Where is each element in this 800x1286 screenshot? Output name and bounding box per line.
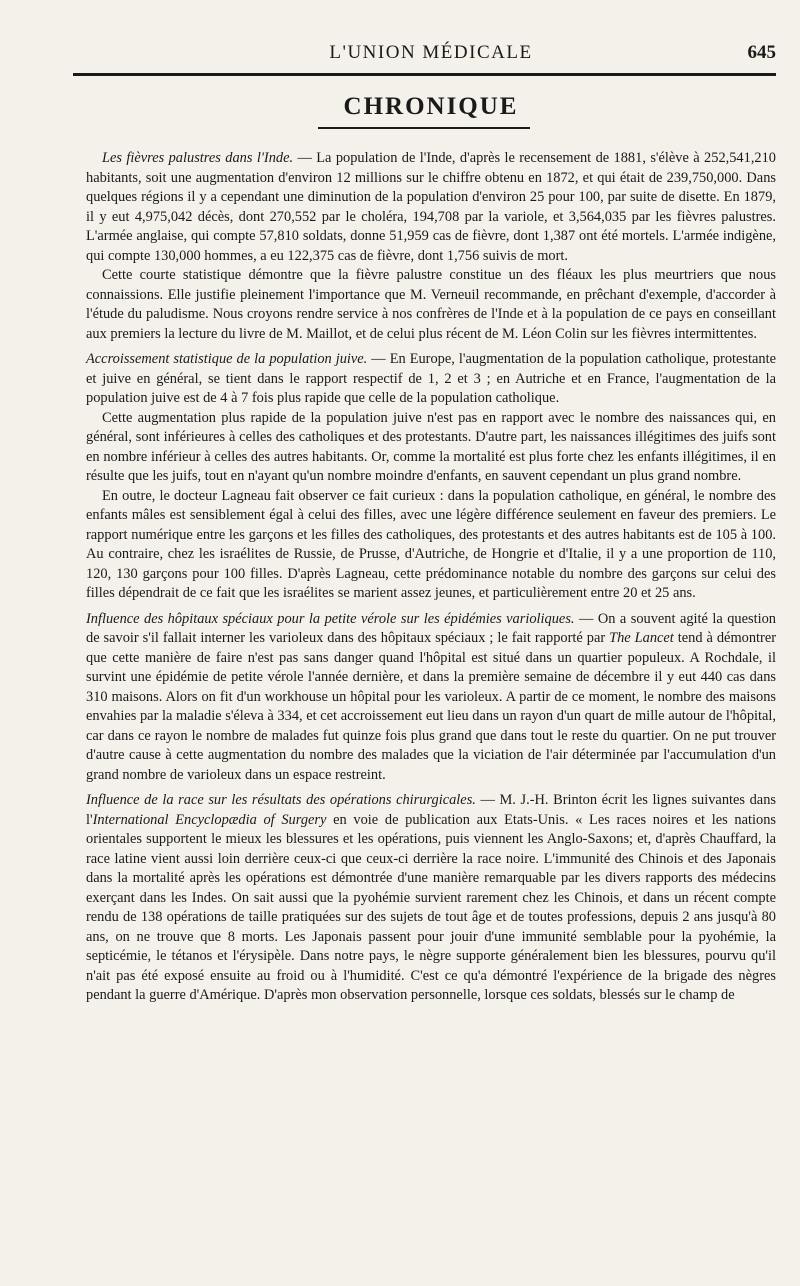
header-rule <box>73 73 776 76</box>
article-lead: Influence de la race sur les résultats des opérations chirurgicales. <box>86 792 476 808</box>
paragraph-text: en voie de publication aux Etats-Unis. « Les races noires et les nations orientales supportent le mieux les blessures et les opérations, puis viennent les Anglo-Saxons; et, d'après Chauffard, la race latine vient aussi loin derrière ceux-ci que ceux-ci derrière la race noire. L'immunité des Chinois et des Japonais dans la mortalité après les opérations est démontrée d'une manière remarquable par les divers rapports des médecins exerçant dans les Indes. On sait aussi que la pyohémie survient rarement chez les Chinois, et dans un récent compte rendu de 138 opérations de taille pratiquées sur des sujets de tout âge et de toutes professions, depuis 2 ans jusqu'à 80 ans, on ne trouve que 8 morts. Les Japonais passent pour jouir d'une immunité semblable pour la pyohémie, la septicémie, le tétanos et l'érysipèle. Dans notre pays, le nègre supporte généralement bien les blessures, pourvu qu'il n'ait pas été exposé ensuite au froid ou à l'humidité. C'est ce qu'a démontré l'expérience de la brigade des nègres pendant la guerre d'Amérique. D'après mon observation personnelle, lorsque ces soldats, blessés sur le champ de <box>86 811 776 1003</box>
article-hopitaux-speciaux <box>86 610 776 786</box>
article-influence-race <box>86 791 776 1006</box>
paragraph: En outre, le docteur Lagneau fait observer ce fait curieux : dans la population catholique, en général, le nombre des enfants mâles est sensiblement égal à celui des filles, avec une légère différence seulement en faveur des premiers. Le rapport numérique entre les garçons et les filles des catholiques, des protestants et des autres habitants est de 105 à 100. Au contraire, chez les israélites de Russie, de Prusse, d'Autriche, de Hongrie et d'Italie, il y a une proportion de 110, 120, 130 garçons pour 100 filles. D'après Lagneau, cette prédominance notable du nombre des garçons sur celui des filles dépendrait de ce fait que les israélites se marient assez jeunes, et particulièrement entre 20 et 25 ans. <box>86 487 776 601</box>
running-title: L'UNION MÉDICALE <box>329 42 533 63</box>
paragraph <box>86 350 776 409</box>
article-lead: Influence des hôpitaux spéciaux pour la petite vérole sur les épidémies varioliques. <box>86 610 575 627</box>
paragraph <box>86 149 776 266</box>
journal-title: International Encyclopædia of Surgery <box>92 811 327 828</box>
body-text <box>86 149 776 1006</box>
paragraph: Cette courte statistique démontre que la fièvre palustre constitue un des fléaux les plus meurtriers que nous connaissions. Elle justifie pleinement l'importance que M. Verneuil recommande, en prêchant d'exemple, d'accorder à l'étude du paludisme. Nous croyons rendre service à nos confrères de l'Inde et à la population de ce pays en conseillant aux premiers la lecture du livre de M. Maillot, et de celui plus récent de M. Léon Colin sur les fièvres intermittentes. <box>86 267 776 342</box>
paragraph-text: — On a souvent agité la question de savoir s'il fallait interner les varioleux dans des hôpitaux spéciaux ; le fait rapporté par <box>86 610 776 646</box>
section-title: CHRONIQUE <box>343 93 519 120</box>
running-head <box>86 42 776 68</box>
journal-title: The Lancet <box>609 630 674 646</box>
paragraph-text: — En Europe, l'augmentation de la population catholique, protestante et juive en général, se tient dans le rapport respectif de 1, 2 et 3 ; en Autriche et en France, l'augmentation de la population juive est de 4 à 7 fois plus rapide que celle de la population catholique. <box>86 351 776 406</box>
article-lead: Accroissement statistique de la population juive. <box>86 351 368 367</box>
paragraph-text: — M. J.-H. Brinton écrit les lignes suivantes dans l' <box>86 792 776 828</box>
paragraph: Cette augmentation plus rapide de la population juive n'est pas en rapport avec le nombre des naissances qui, en général, sont inférieures à celles des catholiques et des protestants. D'autre part, les naissances illégitimes des juifs sont en nombre inférieur à celles des autres habitants. Or, comme la mortalité est plus forte chez les enfants illégitimes, il en résulte que les juifs, tout en n'ayant qu'un nombre moindre d'enfants, en sauvent cependant un plus grand nombre. <box>86 409 776 484</box>
title-rule <box>318 127 530 129</box>
paragraph-text: — La population de l'Inde, d'après le recensement de 1881, s'élève à 252,541,210 habitants, soit une augmentation d'environ 12 millions sur le chiffre obtenu en 1872, et qui était de 239,750,000. Dans quelques régions il y a cependant une diminution de la population d'environ 25 pour 100, par suite de disette. En 1879, il y eut 4,975,042 décès, dont 270,552 par le choléra, 194,708 par la variole, et 3,564,035 par les fièvres palustres. L'armée anglaise, qui compte 57,810 soldats, donne 51,959 cas de fièvre, dont 1,387 ont été mortels. L'armée indigène, qui compte 130,000 hommes, a eu 122,375 cas de fièvre, dont 1,756 suivis de mort. <box>86 150 777 264</box>
paragraph-text: tend à démontrer que cette manière de faire n'est pas sans danger quand l'hôpital est situé dans un quartier populeux. A Rochdale, il survint une épidémie de petite vérole l'année dernière, et dans la première semaine de décembre il y eut 440 cas dans 310 maisons. Alors on fit d'un workhouse un hôpital pour les varioleux. A partir de ce moment, le nombre des maisons envahies par la maladie s'éleva à 334, et cet accroissement eut lieu dans un rayon d'un quart de mille autour de l'hôpital, car dans ce rayon le nombre de malades fut quinze fois plus grand que dans tout le reste du quartier. On ne put trouver d'autre cause à cette augmentation du nombre des malades que la viciation de l'air déterminée par l'accumulation d'un grand nombre de varioleux dans un espace restreint. <box>86 630 776 783</box>
article-population-juive <box>86 350 776 604</box>
article-fevres-palustres <box>86 149 776 344</box>
paragraph <box>86 791 776 1006</box>
page-number: 645 <box>747 42 776 63</box>
paragraph <box>86 610 776 786</box>
article-lead: Les fièvres palustres dans l'Inde. <box>102 150 294 166</box>
